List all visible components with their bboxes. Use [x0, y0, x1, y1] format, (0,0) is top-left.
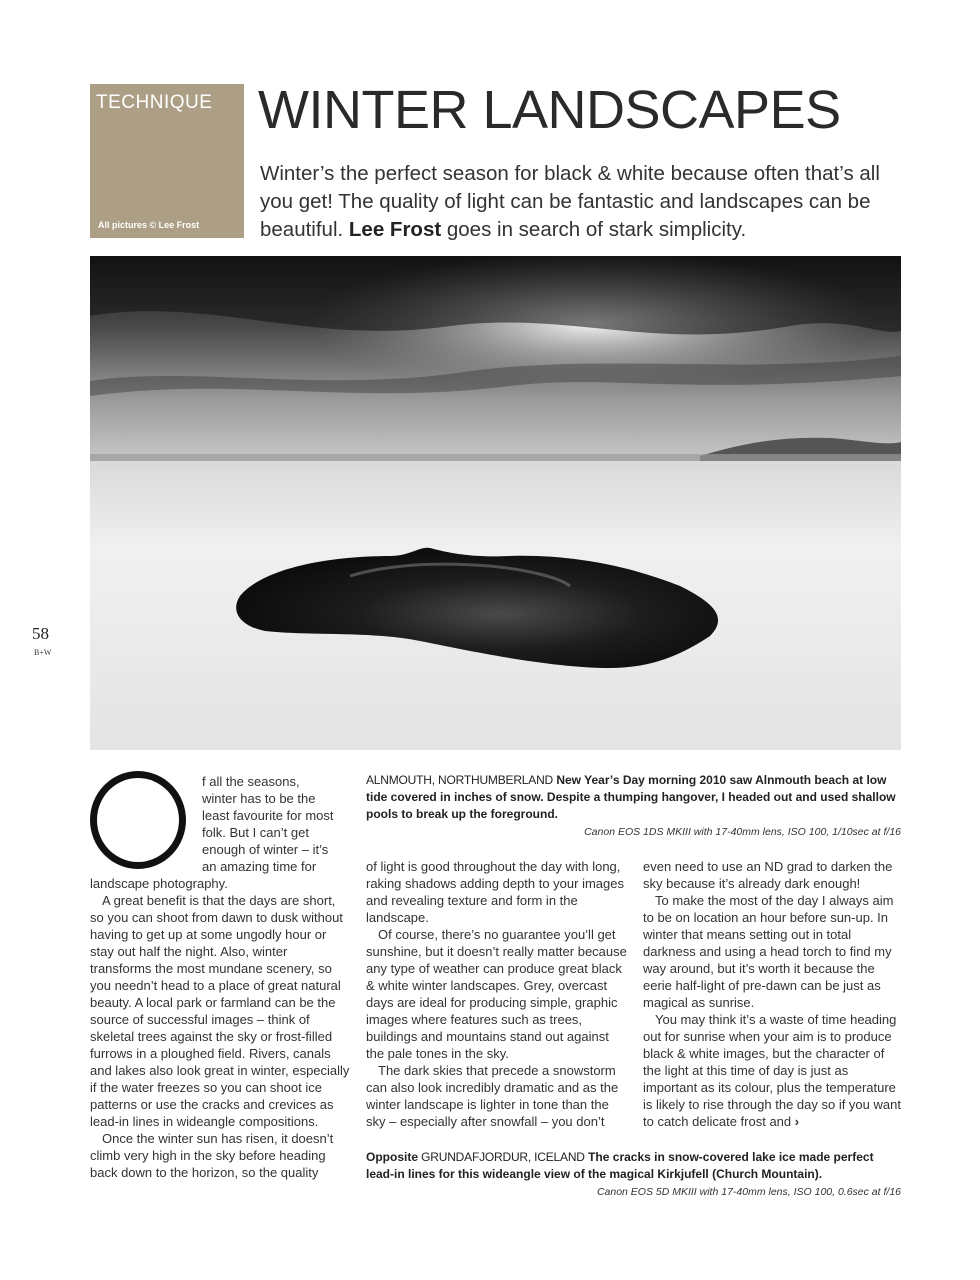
caption-tech-details: Canon EOS 1DS MKIII with 17-40mm lens, ISO 100, 1/10sec at f/16	[584, 826, 901, 838]
text-line: folk. But I can’t get	[202, 825, 309, 840]
caption-location: GRUNDAFJORDUR, ICELAND	[418, 1150, 585, 1164]
text-line: enough of winter – it’s	[202, 842, 329, 857]
continue-arrow-icon: ›	[794, 1114, 800, 1129]
paragraph: even need to use an ND grad to darken the sky because it’s already dark enough!	[643, 859, 893, 891]
column-3	[643, 858, 903, 1130]
paragraph: Of course, there’s no guarantee you’ll get sunshine, but it doesn’t really matter because any type of weather can produce great black & white winter landscapes. Grey, overcast days are ideal for producing simple, graphic images where features such as trees, buildings and mountains stand out against the pale tones in the sky.	[366, 927, 627, 1061]
caption-text: New Year’s Day morning 2010 saw Alnmouth beach at low tide covered in inches of snow. Despite a thumping hangover, I headed out and used shallow pools to break up the foreground.	[366, 773, 896, 821]
photo-caption-top	[366, 772, 901, 823]
text-line: an amazing time for	[202, 859, 317, 874]
paragraph: Once the winter sun has risen, it doesn’t climb very high in the sky before heading back down to the horizon, so the quality	[90, 1131, 334, 1180]
main-photo	[90, 256, 901, 750]
photo-credit: All pictures © Lee Frost	[98, 220, 200, 230]
paragraph: The dark skies that precede a snowstorm can also look incredibly dramatic and as the winter landscape is lighter in tone than the sky – especially after snowfall – you don’t	[366, 1063, 619, 1129]
article-title: WINTER LANDSCAPES	[258, 80, 841, 140]
paragraph: You may think it’s a waste of time heading out for sunrise when your aim is to produce black & white images, but the character of the light at this time of day is just as important as its colour, plus the temperature is likely to rise through the day so if you want to catch delicate frost and	[643, 1012, 901, 1129]
paragraph: of light is good throughout the day with long, raking shadows adding depth to your images and revealing texture and form in the landscape.	[366, 859, 624, 925]
column-2	[366, 858, 628, 1130]
column-1	[90, 875, 352, 1181]
text-line: winter has to be the	[202, 791, 316, 806]
snow-beach-photo	[90, 256, 901, 750]
text-line: f all the seasons,	[202, 774, 300, 789]
text-line: least favourite for most	[202, 808, 334, 823]
author-name: Lee Frost	[348, 218, 442, 241]
caption-tech-details: Canon EOS 5D MKIII with 17-40mm lens, ISO 100, 0.6sec at f/16	[596, 1186, 901, 1198]
article-standfirst: Winter’s the perfect season for black & white because often that’s all you get! The quality of light can be fantastic and landscapes can be beautiful. Lee Frost goes in search of stark simplicity.	[260, 162, 880, 241]
magazine-logo: B+W	[34, 648, 52, 657]
caption-text: The cracks in snow-covered lake ice made perfect lead-in lines for this wideangle view of the magical Kirkjufell (Church Mountain).	[366, 1150, 874, 1181]
dropcap-letter-o	[90, 771, 186, 869]
photo-caption-opposite	[366, 1149, 901, 1183]
paragraph: To make the most of the day I always aim to be on location an hour before sun-up. In winter that means setting out in total darkness and using a head torch to find my way around, but it’s worth it because the eerie half-light of pre-dawn can be just as magical as sunrise.	[643, 893, 894, 1010]
page-number: 58	[32, 624, 49, 643]
caption-location: ALNMOUTH, NORTHUMBERLAND	[366, 773, 553, 787]
caption-label: Opposite	[366, 1150, 419, 1164]
section-tag-box	[90, 84, 244, 238]
column-1-dropcap-lines	[202, 773, 352, 875]
paragraph: A great benefit is that the days are short, so you can shoot from dawn to dusk without having to get up at some ungodly hour or stay out half the night. Also, winter transforms the most mundane scenery, so you needn’t head to a place of great natural beauty. A local park or farmland can be the source of successful images – think of skeletal trees against the sky or frost-filled furrows in a ploughed field. Rivers, canals and lakes also look great in winter, especially if the water freezes so you can shoot ice patterns or use the cracks and crevices as lead-in lines in wideangle compositions.	[90, 893, 350, 1129]
paragraph: landscape photography.	[90, 876, 228, 891]
section-tag: TECHNIQUE	[96, 92, 213, 113]
